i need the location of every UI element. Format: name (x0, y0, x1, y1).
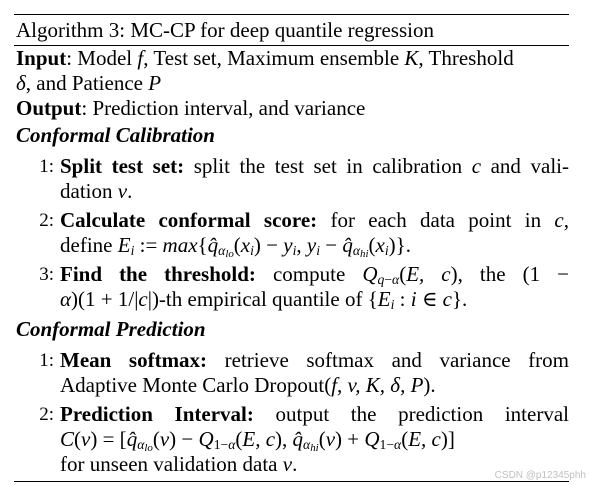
conformal-score-formula: define $E_i$ := $\max\{q̂_{\alpha_{lo}}(x_i) - y_i$, $y_i$ − $q̂_{\alpha_{hi}}(x_i)$}. (60, 233, 411, 260)
output-label: Output (16, 96, 82, 120)
interval-formula: $C(v) = [q̂_{\alpha_{lo}}(v) - Q_{1-\alpha}(E$, c), $q̂_{\alpha_{hi}}(v) + Q_{1-\alpha}(E$, c)] (60, 427, 455, 454)
calibration-step: 2: Calculate conformal score: for each data point in c, define $E_i$ := $\max\{q̂_{\alpha_{lo}}(x_i) - y_i$, $y_i$ − $q̂_{\alpha_{hi}}(x_i)$}. (14, 208, 569, 258)
step-title: Calculate conformal score: (60, 208, 318, 232)
calibration-heading: Conformal Calibration (16, 123, 215, 147)
step-number: 2: (39, 404, 54, 425)
step-title: Prediction Interval: (60, 402, 254, 426)
algorithm-title: Algorithm 3: MC-CP for deep quantile regression (16, 18, 434, 42)
step-title: Split test set: (60, 154, 185, 178)
input-line: Input: Model f, Test set, Maximum ensemble K, Threshold δ, and Patience P (16, 46, 514, 95)
prediction-step: 1: Mean softmax: retrieve softmax and variance from Adaptive Monte Carlo Dropout(f, v, K, δ, P). (14, 348, 569, 398)
calibration-step: 3: Find the threshold: compute $Q_{q-\alpha}(E$, c), the (1 − α)(1 + 1/|c|)-th empirical quantile of {$E_i$ : i ∈ c}. (14, 262, 569, 312)
step-number: 1: (39, 156, 54, 177)
step-number: 3: (39, 264, 54, 285)
watermark: CSDN @p12345phh (494, 470, 586, 481)
algorithm-box (14, 14, 569, 482)
prediction-steps (14, 348, 569, 477)
step-number: 2: (39, 210, 54, 231)
bottom-rule (14, 481, 569, 482)
prediction-step: 2: Prediction Interval: output the prediction interval $C(v) = [q̂_{\alpha_{lo}}(v) - Q_{1-\alpha}(E$, c), $q̂_{\alpha_{hi}}(v) + Q_{1-\alpha}(E$, c)] for unseen validation data v. (14, 402, 569, 477)
step-number: 1: (39, 350, 54, 371)
calibration-steps (14, 154, 569, 312)
output-line (14, 96, 569, 121)
output-text: : Prediction interval, and variance (81, 96, 366, 120)
step-title: Find the threshold: (60, 262, 256, 286)
input-label: Input (16, 46, 67, 70)
prediction-heading: Conformal Prediction (16, 317, 206, 341)
step-title: Mean softmax: (60, 348, 208, 372)
calibration-step: 1: Split test set: split the test set in calibration c and vali- dation v. (14, 154, 569, 204)
